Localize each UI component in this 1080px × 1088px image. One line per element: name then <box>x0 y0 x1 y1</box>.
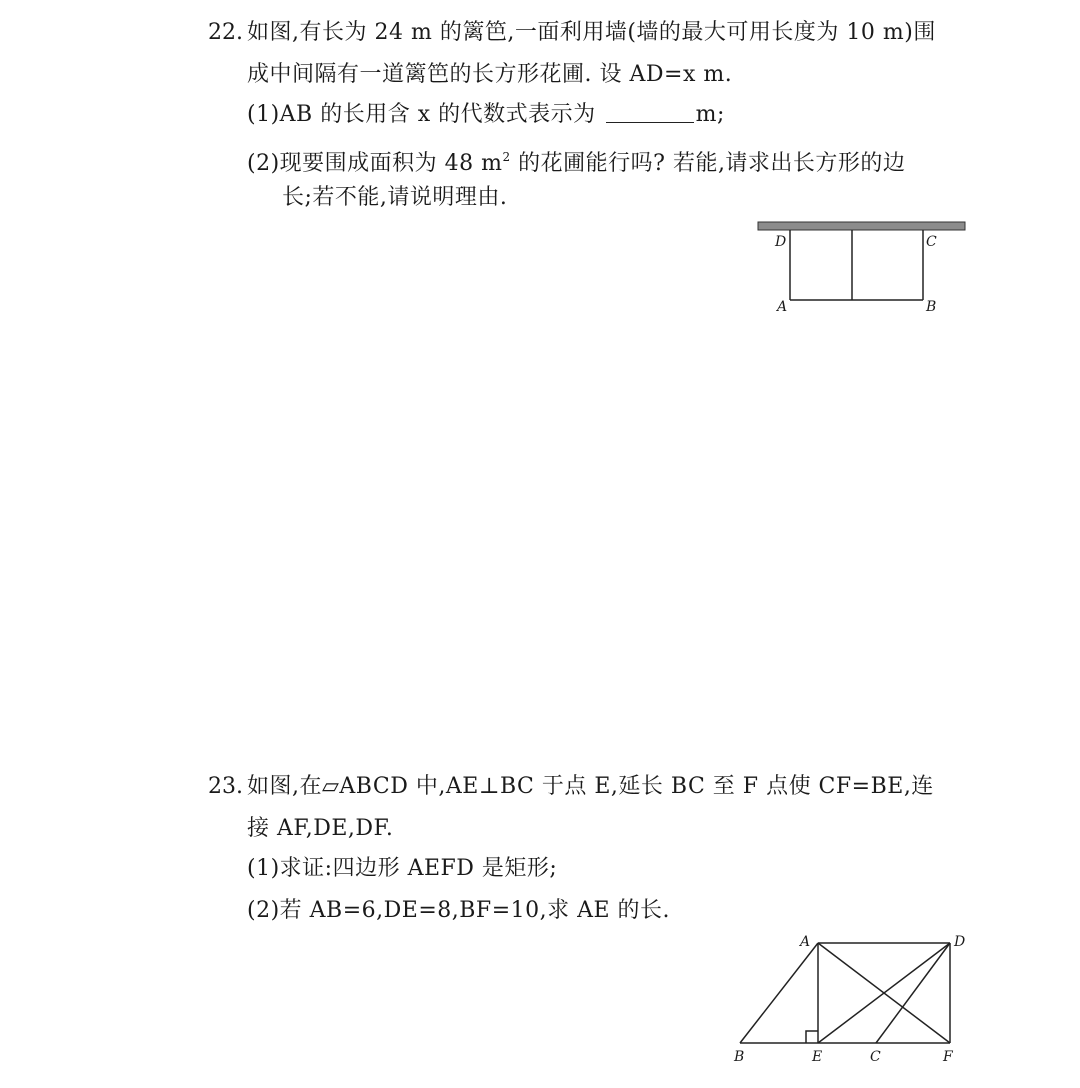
q22-part2-line2: 长;若不能,请说明理由. <box>282 185 508 210</box>
label-c: C <box>870 1049 881 1065</box>
label-a: A <box>800 934 811 950</box>
q23-part2: (2)若 AB=6,DE=8,BF=10,求 AE 的长. <box>247 898 671 923</box>
label-c: C <box>926 234 937 250</box>
label-f: F <box>943 1049 953 1065</box>
right-angle-mark <box>806 1031 818 1043</box>
q22-part2-sup: 2 <box>502 150 511 164</box>
label-b: B <box>926 299 937 315</box>
label-d: D <box>954 934 966 950</box>
q22-line2: 成中间隔有一道篱笆的长方形花圃. 设 AD=x m. <box>247 62 733 87</box>
label-e: E <box>812 1049 823 1065</box>
q22-part1-text: (1)AB 的长用含 x 的代数式表示为 <box>247 102 596 127</box>
q23-part1: (1)求证:四边形 AEFD 是矩形; <box>247 856 558 881</box>
q22-number: 22. <box>208 20 243 45</box>
label-d: D <box>775 234 787 250</box>
q23-number: 23. <box>208 774 243 799</box>
label-a: A <box>777 299 788 315</box>
segment-dc <box>876 943 950 1043</box>
q23-line2: 接 AF,DE,DF. <box>247 816 394 841</box>
label-b: B <box>734 1049 745 1065</box>
q22-line1: 如图,有长为 24 m 的篱笆,一面利用墙(墙的最大可用长度为 10 m)围 <box>247 20 936 45</box>
q23-line1: 如图,在▱ABCD 中,AE⊥BC 于点 E,延长 BC 至 F 点使 CF=BE,连 <box>247 774 934 799</box>
q22-part2-text-a: (2)现要围成面积为 48 m <box>247 151 503 176</box>
q22-part1-unit: m; <box>695 102 725 127</box>
q22-part2-text-b: 的花圃能行吗? 若能,请求出长方形的边 <box>510 151 906 176</box>
segment-ab <box>740 943 818 1043</box>
